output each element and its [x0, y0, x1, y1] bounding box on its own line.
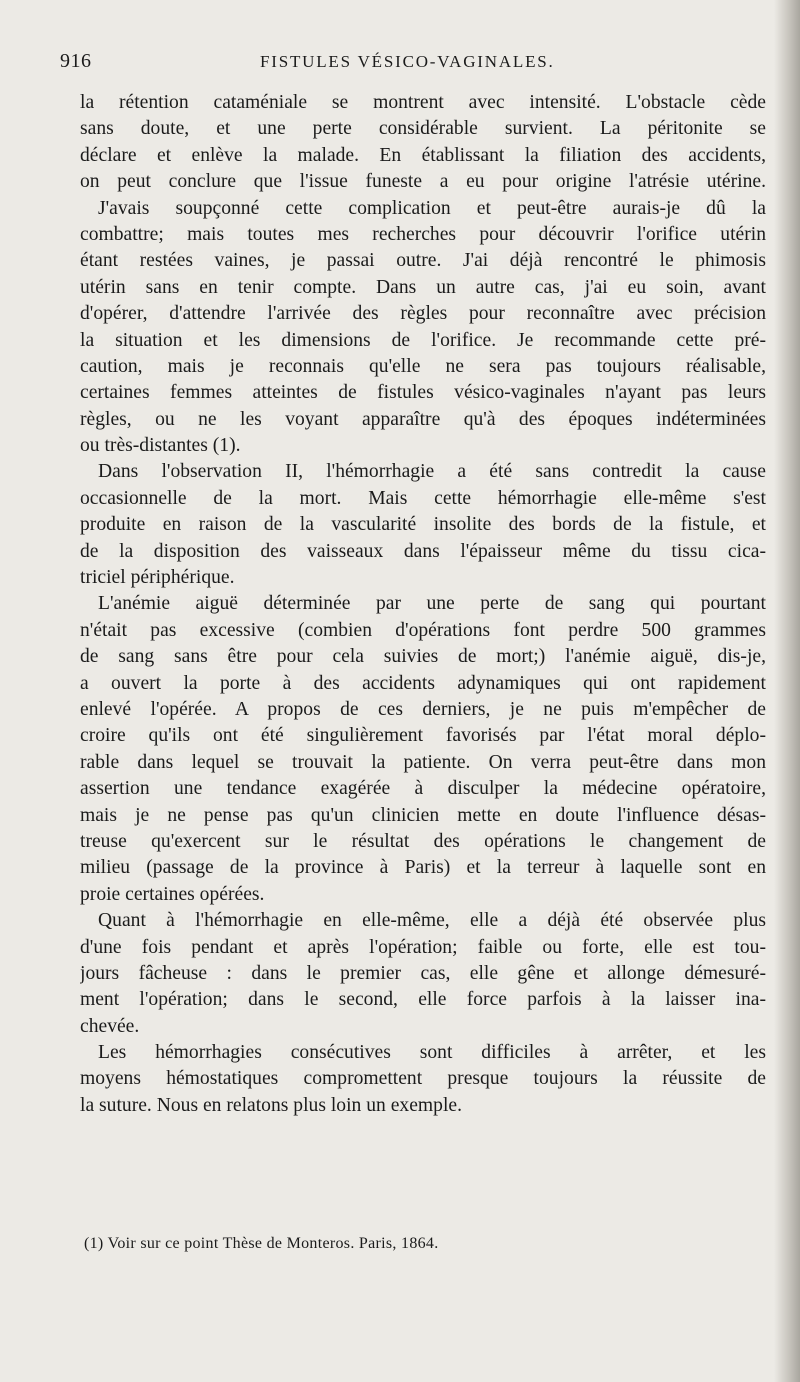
text-line: certaines femmes atteintes de fistules vésico-vaginales n'ayant pas leurs — [80, 382, 766, 404]
paragraph-end: ou très-distantes (1). — [80, 435, 241, 457]
paragraph-end: chevée. — [80, 1015, 140, 1037]
text-line: de la disposition des vaisseaux dans l'épaisseur même du tissu cica- — [80, 540, 766, 562]
page-header — [60, 50, 750, 80]
text-line: sans doute, et une perte considérable survient. La péritonite se — [80, 118, 766, 140]
paragraph-start: Quant à l'hémorrhagie en elle-même, elle a déjà été observée plus — [98, 910, 766, 932]
text-line: la rétention cataméniale se montrent avec intensité. L'obstacle cède — [80, 92, 766, 113]
text-line: ment l'opération; dans le second, elle force parfois à la laisser ina- — [80, 989, 766, 1011]
text-line: d'opérer, d'attendre l'arrivée des règles pour reconnaître avec précision — [80, 303, 766, 325]
paragraph-start: Les hémorrhagies consécutives sont difficiles à arrêter, et les — [98, 1042, 766, 1064]
paragraph-end: la suture. Nous en relatons plus loin un exemple. — [80, 1094, 463, 1116]
text-line: combattre; mais toutes mes recherches pour découvrir l'orifice utérin — [80, 223, 766, 245]
text-line: produite en raison de la vascularité insolite des bords de la fistule, et — [80, 514, 766, 536]
text-line: de sang sans être pour cela suivies de mort;) l'anémie aiguë, dis-je, — [80, 646, 766, 668]
text-line: rable dans lequel se trouvait la patiente. On verra peut-être dans mon — [80, 751, 766, 773]
text-line: utérin sans en tenir compte. Dans un autre cas, j'ai eu soin, avant — [80, 276, 766, 298]
paragraph-end: proie certaines opérées. — [80, 883, 265, 905]
text-line: croire qu'ils ont été singulièrement favorisés par l'état moral déplo- — [80, 725, 766, 747]
paragraph-start: J'avais soupçonné cette complication et peut-être aurais-je dû la — [98, 197, 766, 219]
text-line: assertion une tendance exagérée à disculper la médecine opératoire, — [80, 778, 766, 800]
page-edge-shadow — [774, 0, 800, 1382]
text-line: occasionnelle de la mort. Mais cette hémorrhagie elle-même s'est — [80, 487, 766, 509]
paragraph-end: triciel périphérique. — [80, 567, 235, 589]
text-line: moyens hémostatiques compromettent presque toujours la réussite de — [80, 1068, 766, 1090]
paragraph-start: Dans l'observation II, l'hémorrhagie a été sans contredit la cause — [98, 461, 766, 483]
text-line: déclare et enlève la malade. En établissant la filiation des accidents, — [80, 144, 766, 166]
text-line: règles, ou ne les voyant apparaître qu'à des époques indéterminées — [80, 408, 766, 430]
text-line: la situation et les dimensions de l'orifice. Je recommande cette pré- — [80, 329, 766, 351]
text-line: on peut conclure que l'issue funeste a eu pour origine l'atrésie utérine. — [80, 171, 766, 193]
running-title: FISTULES VÉSICO-VAGINALES. — [260, 52, 555, 71]
footnote: (1) Voir sur ce point Thèse de Monteros. Paris, 1864. — [84, 1235, 439, 1252]
page-number: 916 — [60, 50, 92, 72]
text-line: enlevé l'opérée. A propos de ces derniers, je ne puis m'empêcher de — [80, 698, 766, 720]
text-line: a ouvert la porte à des accidents adynamiques qui ont rapidement — [80, 672, 766, 694]
text-line: milieu (passage de la province à Paris) et la terreur à laquelle sont en — [80, 857, 766, 879]
body-text — [80, 90, 766, 1119]
text-line: n'était pas excessive (combien d'opérations font perdre 500 grammes — [80, 619, 766, 641]
paragraph-start: L'anémie aiguë déterminée par une perte de sang qui pourtant — [98, 593, 766, 615]
text-line: étant restées vaines, je passai outre. J'ai déjà rencontré le phimosis — [80, 250, 766, 272]
text-line: caution, mais je reconnais qu'elle ne sera pas toujours réalisable, — [80, 355, 766, 377]
text-line: d'une fois pendant et après l'opération; faible ou forte, elle est tou- — [80, 936, 766, 958]
text-line: mais je ne pense pas qu'un clinicien mette en doute l'influence désas- — [80, 804, 766, 826]
text-line: treuse qu'exercent sur le résultat des opérations le changement de — [80, 830, 766, 852]
text-line: jours fâcheuse : dans le premier cas, elle gêne et allonge démesuré- — [80, 962, 766, 984]
